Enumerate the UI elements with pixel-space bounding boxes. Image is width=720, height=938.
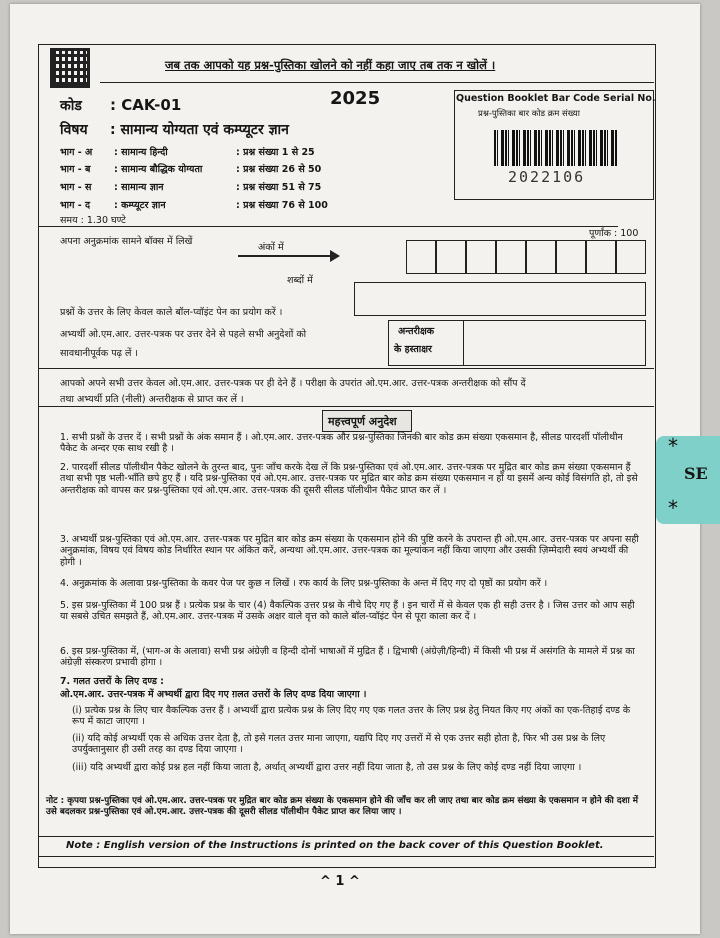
part-range: : प्रश्न संख्या 26 से 50: [236, 164, 322, 175]
instruction-item: 3. अभ्यर्थी प्रश्न-पुस्तिका एवं ओ.एम.आर. उत्तर-पत्रक पर मुद्रित बार कोड क्रम संख्या के एकसमान होने की पुष्टि करने के उपरान्त ही ओ.एम.आर. उत्तर-पत्रक पर अपना सही अनुक्रमांक, विषय एवं विषय कोड निर्धारित स्थान पर अंकित करें, अन्यथा ओ.एम.आर. उत्तर-पत्रक का मूल्यांकन नहीं किया जाएगा और उसकी ज़िम्मेदारी स्वयं अभ्यर्थी की होगी ।: [60, 534, 639, 568]
roll-digit-box[interactable]: [496, 240, 526, 274]
roll-digit-box[interactable]: [406, 240, 436, 274]
top-notice: जब तक आपको यह प्रश्न-पुस्तिका खोलने को नहीं कहा जाए तब तक न खोलें ।: [165, 58, 496, 72]
max-marks: पूर्णांक : 100: [589, 228, 639, 239]
part-name: : सामान्य हिन्दी: [114, 147, 168, 158]
penalty-item: (i) प्रत्येक प्रश्न के लिए चार वैकल्पिक उत्तर हैं । अभ्यर्थी द्वारा प्रत्येक प्रश्न के लिए दिए गए एक गलत उत्तर के लिए प्रश्न हेतु नियत किए गए अंकों का एक-तिहाई दण्ड के रूप में काटा जाएगा ।: [72, 705, 631, 728]
part-range: : प्रश्न संख्या 76 से 100: [236, 200, 328, 211]
barcode-image: [494, 130, 618, 166]
roll-digit-box[interactable]: [586, 240, 616, 274]
instruction-item: 6. इस प्रश्न-पुस्तिका में, (भाग-अ के अलावा) सभी प्रश्न अंग्रेज़ी व हिन्दी दोनों भाषाओं में मुद्रित हैं । द्विभाषी (अंग्रेज़ी/हिन्दी) में किसी भी प्रश्न में असंगति के मामले में प्रश्न का अंग्रेज़ी संस्करण प्रभावी होगा ।: [60, 646, 635, 669]
barcode-title: Question Booklet Bar Code Serial No.: [456, 93, 656, 104]
roll-digit-box[interactable]: [556, 240, 586, 274]
code-label: कोड: [60, 98, 82, 114]
omr-note-line1: अभ्यर्थी ओ.एम.आर. उत्तर-पत्रक पर उत्तर देने से पहले सभी अनुदेशों को: [60, 329, 307, 340]
penalty-item: (iii) यदि अभ्यर्थी द्वारा कोई प्रश्न हल नहीं किया जाता है, अर्थात् अभ्यर्थी द्वारा उत्तर नहीं दिया जाता है, तो उस प्रश्न के लिए कोई दण्ड नहीं दिया जाएगा ।: [72, 762, 582, 773]
part-name: : कम्प्यूटर ज्ञान: [114, 200, 166, 211]
instruction-item: 4. अनुक्रमांक के अलावा प्रश्न-पुस्तिका के कवर पेज पर कुछ न लिखें । रफ कार्य के लिए प्रश्न-पुस्तिका के अन्त में दिए गए दो पृष्ठों का प्रयोग करें ।: [60, 578, 548, 589]
invigilator-divider: [463, 320, 464, 366]
arrow-icon: [238, 255, 334, 257]
arrow-head-icon: [330, 250, 340, 262]
roll-digit-box[interactable]: [526, 240, 556, 274]
answer-note-line1: आपको अपने सभी उत्तर केवल ओ.एम.आर. उत्तर-पत्रक पर ही देने हैं । परीक्षा के उपरांत ओ.एम.आर. उत्तर-पत्रक अन्तरीक्षक को सौंप दें: [60, 378, 526, 389]
barcode-serial: 2022106: [508, 168, 586, 186]
penalty-item: (ii) यदि कोई अभ्यर्थी एक से अधिक उत्तर देता है, तो इसे गलत उत्तर माना जाएगा, यद्यपि दिए गए उत्तरों में से एक उत्तर सही होता है, फिर भी उस प्रश्न के लिए उपर्युक्तानुसार ही उसी तरह का दण्ड दिया जाएगा ।: [72, 733, 606, 756]
part-part: भाग - स: [60, 182, 92, 193]
part-part: भाग - अ: [60, 147, 93, 158]
section-divider-3: [38, 406, 654, 407]
penalty-heading: ओ.एम.आर. उत्तर-पत्रक में अभ्यर्थी द्वारा दिए गए ग़लत उत्तरों के लिए दण्ड दिया जाएगा ।: [60, 689, 367, 700]
invigilator-label-1: अन्तरीक्षक: [398, 326, 435, 337]
subject-label: विषय: [60, 122, 88, 138]
instruction-item: 2. पारदर्शी सीलड पॉलीथीन पैकेट खोलने के तुरन्त बाद, पुनः जाँच करके देख लें कि प्रश्न-पुस्तिका एवं ओ.एम.आर. उत्तर-पत्रक पर मुद्रित बार कोड क्रम संख्या एकसमान हैं तथा सभी पृष्ठ भली-भाँति छपे हुए हैं । यदि प्रश्न-पुस्तिका एवं ओ.एम.आर. उत्तर-पत्रक पर मुद्रित बार कोड क्रम संख्या एकसमान न हों या इसमें अन्य कोई विसंगति हो, तो इसे अन्तरीक्षक को वापस कर प्रश्न-पुस्तिका एवं ओ.एम.आर. उत्तर-पत्रक की दूसरी सीलड पॉलीथीन पैकेट प्राप्त कर लें ।: [60, 462, 638, 496]
answer-note-line2: तथा अभ्यर्थी प्रति (नीली) अन्तरीक्षक से प्राप्त कर लें ।: [60, 394, 244, 405]
year: 2025: [330, 88, 381, 109]
section-divider-4: [38, 836, 654, 837]
omr-note-line2: सावधानीपूर्वक पढ़ लें ।: [60, 348, 139, 359]
page-number: ^ 1 ^: [320, 874, 360, 889]
roll-number-label: अपना अनुक्रमांक सामने बॉक्स में लिखें: [60, 236, 193, 247]
instruction-item: 7. गलत उत्तरों के लिए दण्ड :: [60, 676, 164, 687]
important-heading: महत्त्वपूर्ण अनुदेश: [328, 415, 397, 428]
part-range: : प्रश्न संख्या 1 से 25: [236, 147, 315, 158]
section-divider-5: [38, 856, 654, 857]
section-divider-2: [38, 368, 654, 369]
in-digits-label: अंकों में: [258, 242, 284, 253]
roll-digit-box[interactable]: [466, 240, 496, 274]
side-tab-text: SE: [684, 464, 708, 483]
barcode-subtitle: प्रश्न-पुस्तिका बार कोड क्रम संख्या: [478, 109, 580, 119]
time-allowed: समय : 1.30 घण्टे: [60, 215, 126, 226]
instruction-item: 1. सभी प्रश्नों के उत्तर दें । सभी प्रश्नों के अंक समान हैं । ओ.एम.आर. उत्तर-पत्रक और प्रश्न-पुस्तिका जिनकी बार कोड क्रम संख्या एकसमान है, सीलड पारदर्शी पॉलीथीन पैकेट के अन्दर एक साथ रखी है ।: [60, 432, 623, 455]
invigilator-label-2: के हस्ताक्षर: [394, 344, 432, 355]
section-divider-1: [38, 226, 618, 227]
pen-note: प्रश्नों के उत्तर के लिए केवल काले बॉल-प्वॉइंट पेन का प्रयोग करें ।: [60, 307, 283, 318]
part-range: : प्रश्न संख्या 51 से 75: [236, 182, 322, 193]
roll-words-field[interactable]: [354, 282, 646, 316]
star-icon: *: [668, 496, 678, 520]
roll-digit-box[interactable]: [616, 240, 646, 274]
header-divider: [100, 82, 654, 83]
part-part: भाग - ब: [60, 164, 91, 175]
footnote: नोट : कृपया प्रश्न-पुस्तिका एवं ओ.एम.आर. उत्तर-पत्रक पर मुद्रित बार कोड क्रम संख्या के एकसमान होने की जाँच कर ली जाए तथा बार कोड क्रम संख्या के एकसमान न होने की दशा में उसे बदलकर प्रश्न-पुस्तिका एवं ओ.एम.आर. उत्तर-पत्रक की दूसरी सीलड पॉलीथीन पैकेट प्राप्त कर लिया जाए ।: [46, 796, 639, 817]
star-icon: *: [668, 434, 678, 458]
in-words-label: शब्दों में: [287, 275, 313, 286]
roll-digit-box[interactable]: [436, 240, 466, 274]
qr-code: [50, 48, 90, 88]
code-value: : CAK-01: [110, 96, 182, 114]
part-name: : सामान्य बौद्धिक योग्यता: [114, 164, 203, 175]
part-part: भाग - द: [60, 200, 91, 211]
part-name: : सामान्य ज्ञान: [114, 182, 164, 193]
instruction-item: 5. इस प्रश्न-पुस्तिका में 100 प्रश्न हैं । प्रत्येक प्रश्न के चार (4) वैकल्पिक उत्तर प्रश्न के नीचे दिए गए हैं । इन चारों में से केवल एक ही सही उत्तर है । जिस उत्तर को आप सही या सबसे उचित समझते हैं, ओ.एम.आर. उत्तर-पत्रक में उसके अक्षर वाले वृत्त को काले बॉल-प्वॉइंट पेन से पूरा काला कर दें ।: [60, 600, 635, 623]
english-version-note: Note : English version of the Instructions is printed on the back cover of this Question Booklet.: [66, 840, 604, 851]
subject-value: : सामान्य योग्यता एवं कम्प्यूटर ज्ञान: [110, 122, 289, 138]
